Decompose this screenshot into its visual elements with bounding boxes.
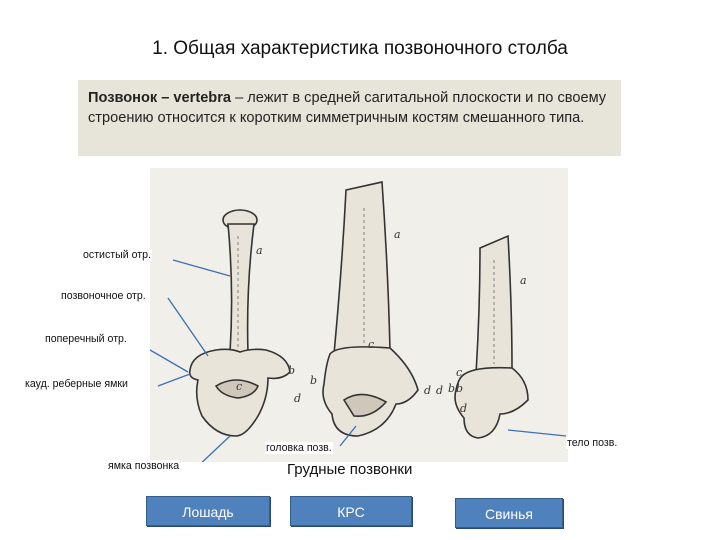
- label-vertebra-fossa: ямка позвонка: [108, 460, 180, 472]
- fig-letter: b: [288, 364, 296, 377]
- label-transverse-process: поперечный отр.: [45, 333, 127, 345]
- label-articular-process: позвоночное отр.: [61, 290, 146, 302]
- fig-letter: b: [310, 374, 318, 387]
- fig-letter: b: [456, 382, 464, 395]
- label-caudal-costal-fossae: кауд. реберные ямки: [25, 378, 128, 390]
- fig-letter: d: [436, 384, 444, 397]
- fig-letter: d: [424, 384, 432, 397]
- fig-letter: d: [294, 392, 302, 405]
- fig-letter: c: [236, 380, 243, 393]
- cattle-button[interactable]: КРС: [290, 496, 412, 526]
- fig-letter: a: [256, 244, 263, 257]
- intro-term: Позвонок – vertebra: [88, 90, 232, 106]
- figure-caption: Грудные позвонки: [287, 461, 413, 478]
- cattle-vertebra-body: [323, 347, 418, 436]
- fig-letter: a: [394, 228, 401, 241]
- horse-button[interactable]: Лошадь: [146, 496, 270, 526]
- vertebrae-figure: [150, 168, 568, 462]
- label-vertebra-head: головка позв.: [266, 442, 332, 454]
- fig-letter: d: [460, 402, 468, 415]
- cattle-spinous-process: [334, 182, 390, 354]
- horse-spinous-process: [228, 224, 254, 353]
- label-vertebra-body: тело позв.: [567, 437, 618, 449]
- intro-textbox: [78, 80, 621, 156]
- pig-button[interactable]: Свинья: [455, 498, 563, 528]
- label-spinous-process: остистый отр.: [83, 249, 151, 261]
- slide-title: 1. Общая характеристика позвоночного столба: [152, 38, 568, 59]
- fig-letter: b: [448, 382, 456, 395]
- fig-letter: c: [368, 338, 375, 351]
- vertebrae-drawing: [150, 168, 568, 462]
- intro-text: – лежит в средней сагитальной плоскости и по своему строению относится к коротким симметричным костям смешанного типа.: [88, 90, 607, 126]
- fig-letter: a: [520, 274, 527, 287]
- fig-letter: c: [456, 366, 463, 379]
